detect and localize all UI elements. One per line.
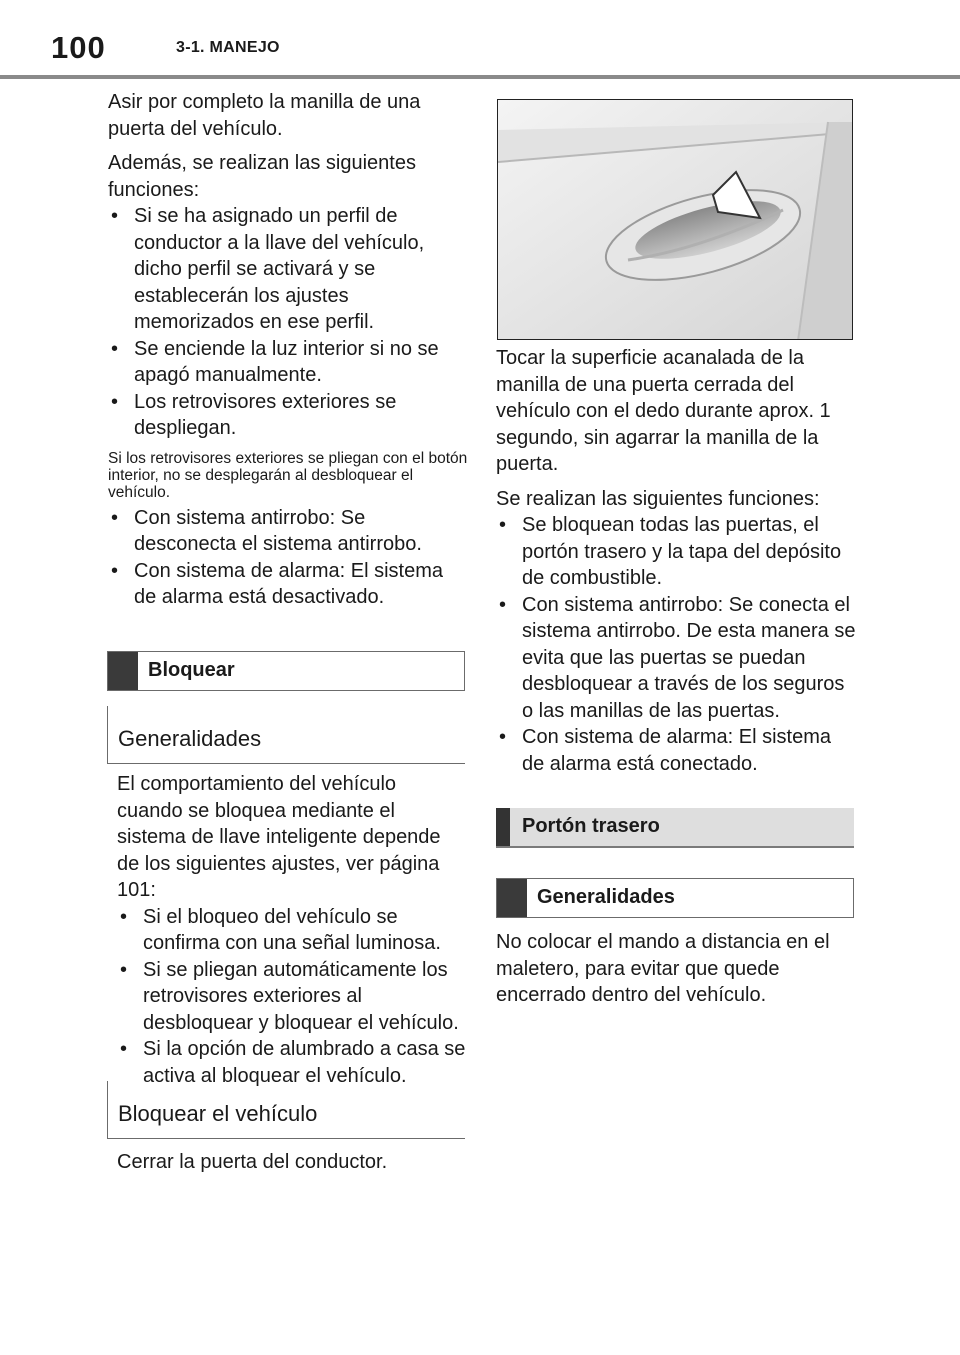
door-handle-drawing (498, 100, 853, 340)
list-item: • Con sistema antirrobo: Se desconecta el sistema antirrobo. (108, 505, 468, 558)
left-column-top (108, 89, 468, 619)
bullet-list (117, 904, 467, 1090)
right-column-top (496, 345, 856, 785)
paragraph: El comportamiento del vehículo cuando se bloquea mediante el sistema de llave inteligente depende de los siguientes ajustes, ver página 101: (117, 773, 441, 901)
left-column-bottom (117, 1149, 467, 1184)
list-item: • Se enciende la luz interior si no se apagó manualmente. (108, 336, 468, 389)
list-item: • Si se pliegan automáticamente los retrovisores exteriores al desbloquear y bloquear el vehículo. (117, 957, 467, 1037)
section-title: 3-1. MANEJO (176, 39, 280, 56)
door-handle-illustration (497, 99, 853, 340)
heading-bloquear (107, 651, 465, 691)
list-item: • Con sistema antirrobo: Se conecta el sistema antirrobo. De esta manera se evita que las puertas se puedan desbloquear a través de los seguros o las manillas de las puertas. (496, 592, 856, 725)
heading-text: Portón trasero (522, 815, 660, 837)
heading-bar (497, 879, 527, 917)
list-item: • Se bloquean todas las puertas, el portón trasero y la tapa del depósito de combustible. (496, 512, 856, 592)
list-item: • Si el bloqueo del vehículo se confirma con una señal luminosa. (117, 904, 467, 957)
page-header (0, 0, 960, 80)
list-item: • Si la opción de alumbrado a casa se activa al bloquear el vehículo. (117, 1036, 467, 1089)
header-rule (0, 75, 960, 79)
page-number: 100 (51, 30, 106, 65)
subheading-text: Generalidades (118, 726, 262, 751)
list-item: • Con sistema de alarma: El sistema de alarma está desactivado. (108, 558, 468, 611)
subheading-bloquear-vehiculo (107, 1081, 465, 1139)
list-item: • Con sistema de alarma: El sistema de alarma está conectado. (496, 724, 856, 777)
paragraph: Tocar la superficie acanalada de la manilla de una puerta cerrada del vehículo con el dedo durante aprox. 1 segundo, sin agarrar la manilla de la puerta. (496, 347, 831, 475)
subheading-text: Bloquear el vehículo (118, 1101, 318, 1126)
list-item: • Los retrovisores exteriores se despliegan. (108, 389, 468, 442)
heading-generalidades (496, 878, 854, 918)
subheading-generalidades (107, 706, 465, 764)
heading-text: Generalidades (537, 886, 675, 908)
heading-bar (496, 808, 510, 846)
note-text: Si los retrovisores exteriores se pliegan con el botón interior, no se desplegarán al desbloquear el vehículo. (108, 449, 468, 501)
bullet-list (108, 505, 468, 611)
paragraph: No colocar el mando a distancia en el maletero, para evitar que quede encerrado dentro del vehículo. (496, 931, 830, 1006)
bullet-list (108, 203, 468, 442)
heading-bar (108, 652, 138, 690)
left-column-middle (117, 771, 467, 1097)
paragraph: Se realizan las siguientes funciones: (496, 487, 820, 510)
bullet-list (496, 512, 856, 777)
list-item: • Si se ha asignado un perfil de conductor a la llave del vehículo, dicho perfil se activará y se establecerán los ajustes memorizados en ese perfil. (108, 203, 468, 336)
paragraph: Asir por completo la manilla de una puerta del vehículo. (108, 91, 421, 140)
paragraph: Cerrar la puerta del conductor. (117, 1151, 388, 1173)
right-column-bottom (496, 929, 856, 1017)
heading-text: Bloquear (148, 659, 235, 681)
heading-porton-trasero (496, 808, 854, 848)
paragraph: Además, se realizan las siguientes funciones: (108, 152, 416, 201)
